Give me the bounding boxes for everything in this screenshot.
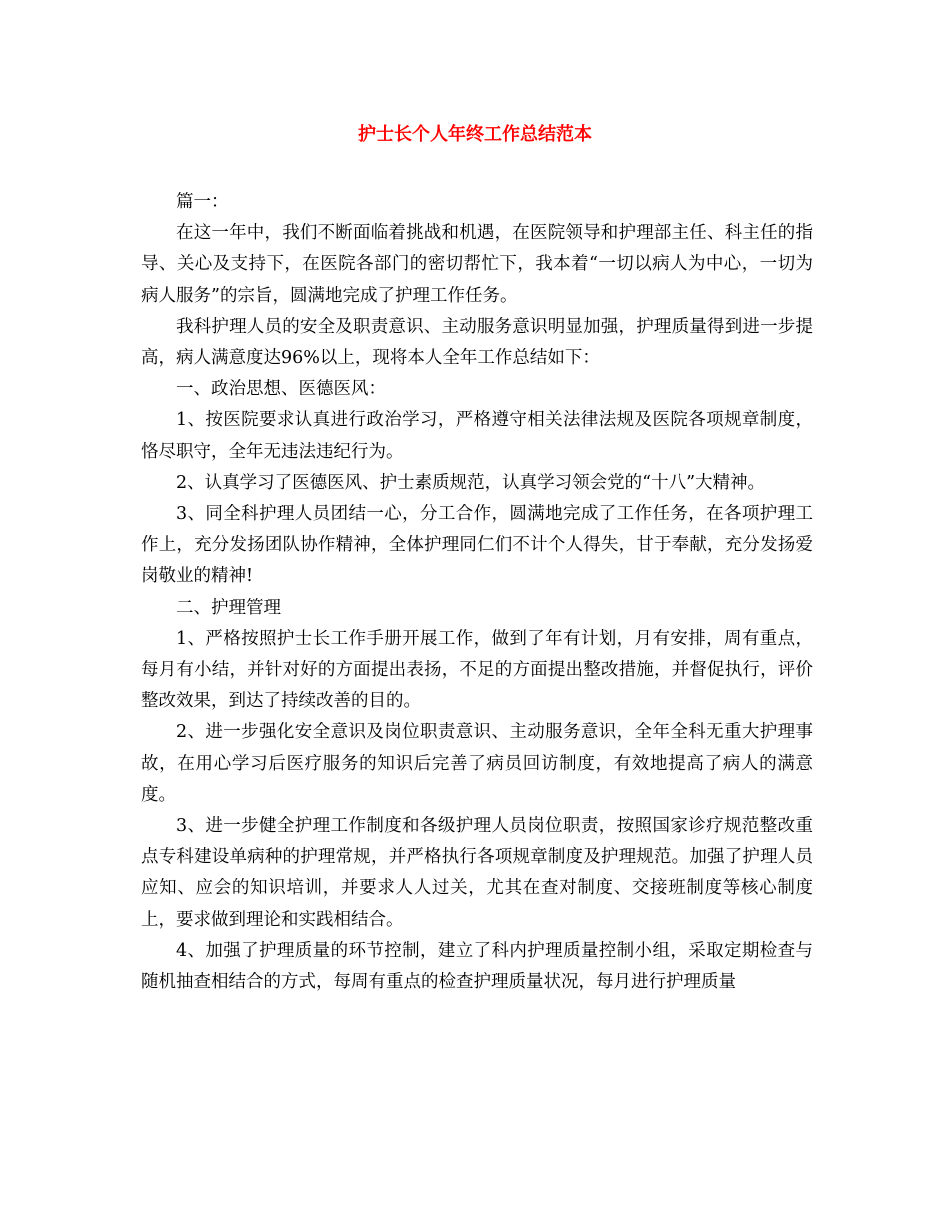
paragraph: 在这一年中，我们不断面临着挑战和机遇，在医院领导和护理部主任、科主任的指导、关心及支持下，在医院各部门的密切帮忙下，我本着“一切以病人为中心，一切为病人服务”的宗旨，圆满地完成了护理工作任务。 (141, 223, 813, 306)
document-title: 护士长个人年终工作总结范本 (358, 124, 592, 145)
section-heading: 一、政治思想、医德医风： (176, 379, 386, 400)
paragraph: 2、认真学习了医德医风、护士素质规范，认真学习领会党的“十八”大精神。 (176, 472, 766, 493)
paragraph: 3、进一步健全护理工作制度和各级护理人员岗位职责，按照国家诊疗规范整改重点专科建设单病种的护理常规，并严格执行各项规章制度及护理规范。加强了护理人员应知、应会的知识培训，并要求人人过关，尤其在查对制度、交接班制度等核心制度上，要求做到理论和实践相结合。 (141, 816, 813, 930)
paragraph: 1、严格按照护士长工作手册开展工作，做到了年有计划，月有安排，周有重点，每月有小结，并针对好的方面提出表扬，不足的方面提出整改措施，并督促执行，评价整改效果，到达了持续改善的目的。 (141, 628, 813, 712)
paragraph: 1、按医院要求认真进行政治学习，严格遵守相关法律法规及医院各项规章制度，恪尽职守，全年无违法违纪行为。 (141, 410, 813, 462)
paragraph: 2、进一步强化安全意识及岗位职责意识、主动服务意识，全年全科无重大护理事故，在用心学习后医疗服务的知识后完善了病员回访制度，有效地提高了病人的满意度。 (141, 722, 813, 805)
document-body (141, 187, 813, 998)
paragraph: 3、同全科护理人员团结一心，分工合作，圆满地完成了工作任务，在各项护理工作上，充分发扬团队协作精神，全体护理同仁们不计个人得失，甘于奉献，充分发扬爱岗敬业的精神! (141, 504, 813, 587)
paragraph: 我科护理人员的安全及职责意识、主动服务意识明显加强，护理质量得到进一步提高，病人满意度达96%以上，现将本人全年工作总结如下： (141, 316, 813, 369)
paragraph: 篇一： (176, 192, 229, 212)
paragraph: 4、加强了护理质量的环节控制，建立了科内护理质量控制小组，采取定期检查与随机抽查相结合的方式，每周有重点的检查护理质量状况，每月进行护理质量 (141, 940, 813, 993)
section-heading: 二、护理管理 (176, 597, 281, 618)
